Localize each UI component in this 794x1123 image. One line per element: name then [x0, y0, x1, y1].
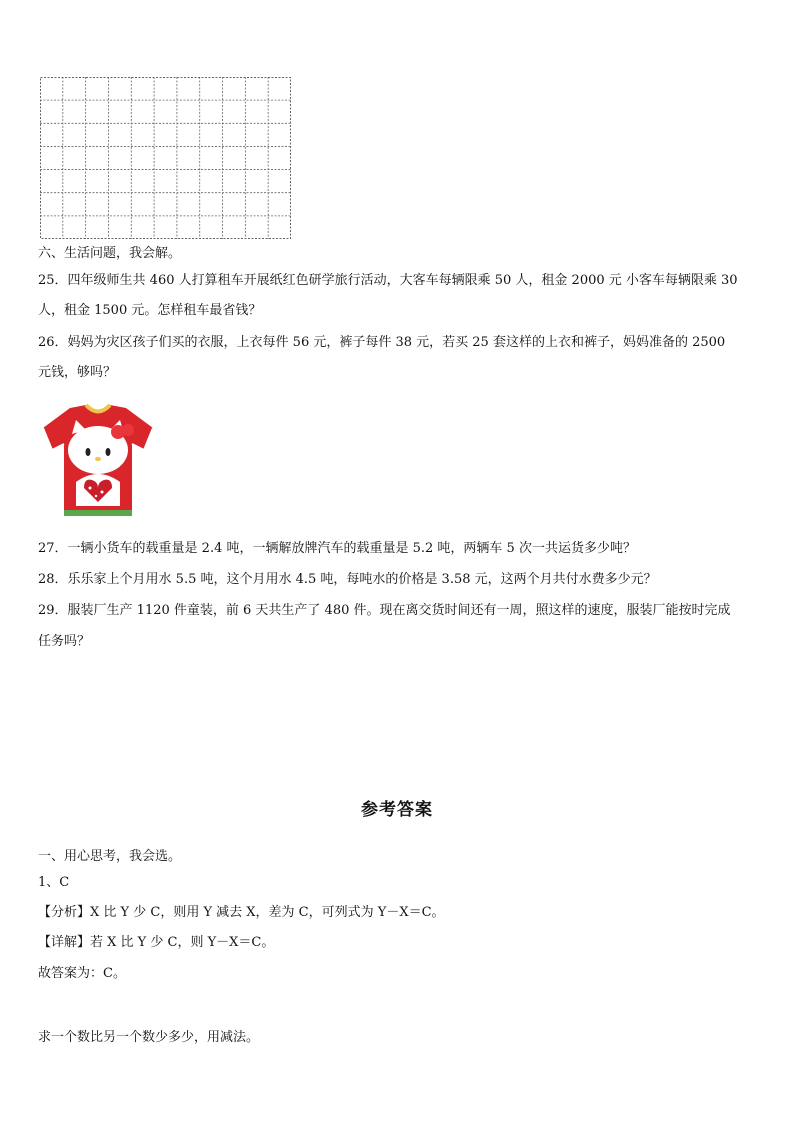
- question-25-line2: 人，租金 1500 元。怎样租车最省钱？: [38, 303, 262, 318]
- section-six-heading: 六、生活问题，我会解。: [38, 246, 182, 261]
- question-29-line2: 任务吗？: [38, 634, 91, 649]
- answer-analysis: 【分析】X 比 Y 少 C，则用 Y 减去 X，差为 C，可列式为 Y－X＝C。: [38, 905, 445, 920]
- answers-title: 参考答案: [361, 800, 433, 820]
- question-26-line2: 元钱，够吗？: [38, 365, 117, 380]
- answers-section-one-heading: 一、用心思考，我会选。: [38, 849, 182, 864]
- answer-conclusion: 故答案为：C。: [38, 966, 126, 981]
- kitty-tshirt-image: [40, 402, 157, 520]
- question-26-line1: 26．妈妈为灾区孩子们买的衣服，上衣每件 56 元，裤子每件 38 元，若买 25 套这样的上衣和裤子，妈妈准备的 2500: [38, 335, 726, 350]
- question-25-line1: 25．四年级师生共 460 人打算租车开展纸红色研学旅行活动，大客车每辆限乘 50 人，租金 2000 元 小客车每辆限乘 30: [38, 273, 738, 288]
- question-29-line1: 29．服装厂生产 1120 件童装，前 6 天共生产了 480 件。现在离交货时间还有一周，照这样的速度，服装厂能按时完成: [38, 603, 731, 618]
- answer-tip: 求一个数比另一个数少多少，用减法。: [38, 1030, 260, 1045]
- question-28: 28．乐乐家上个月用水 5.5 吨，这个月用水 4.5 吨，每吨水的价格是 3.58 元，这两个月共付水费多少元？: [38, 572, 657, 587]
- grid-border: [41, 78, 291, 239]
- question-27: 27．一辆小货车的载重量是 2.4 吨，一辆解放牌汽车的载重量是 5.2 吨，两辆车 5 次一共运货多少吨？: [38, 541, 636, 556]
- answer-detail: 【详解】若 X 比 Y 少 C，则 Y－X＝C。: [38, 935, 275, 950]
- practice-grid: [40, 77, 291, 239]
- answer-item-1: 1、C: [38, 875, 70, 890]
